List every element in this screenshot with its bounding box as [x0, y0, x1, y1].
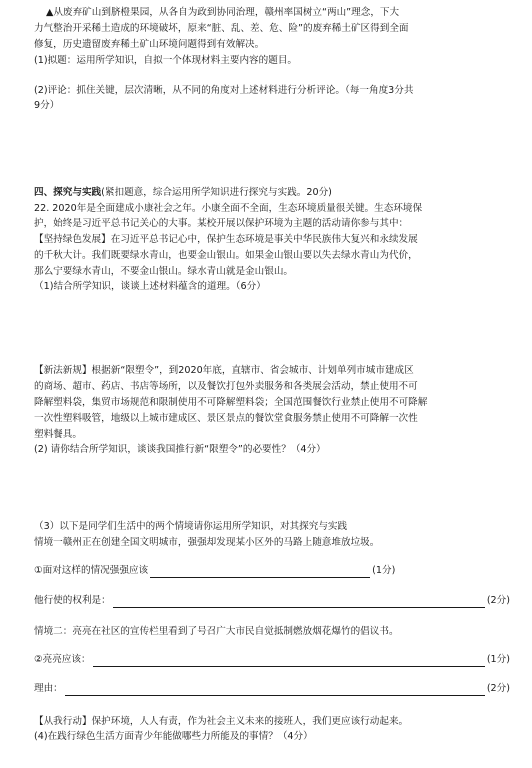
scenario-1: 情境一赣州正在创建全国文明城市，强强却发现某小区外的马路上随意堆放垃圾。	[34, 537, 380, 548]
answer-row-2	[34, 594, 510, 608]
new-rules-line: 【新法新规】根据新“限塑令”，到2020年底，直辖市、省会城市、计划单列市城市建成区	[34, 365, 414, 376]
question-3-intro: （3）以下是同学们生活中的两个情境请你运用所学知识，对其探究与实践	[34, 521, 348, 532]
new-rules-line: 一次性塑料吸管，地级以上城市建成区、景区景点的餐饮堂食服务禁止使用不可降解一次性	[34, 413, 418, 424]
points-label: (1分)	[372, 565, 396, 576]
answer-label: 他行使的权利是：	[34, 595, 111, 606]
section-4-title: 四、探究与实践	[34, 187, 102, 198]
section-4-line: 的千秋大计。我们既要绿水青山，也要金山银山。如果金山银山要以失去绿水青山为代价，	[34, 250, 418, 261]
points-label: (2分)	[486, 595, 510, 606]
question-1: (1)拟题：运用所学知识，自拟一个体现材料主要内容的题目。	[34, 55, 298, 66]
answer-label: ①面对这样的情况强强应该	[34, 565, 149, 576]
new-rules-line: 的商场、超市、药店、书店等场所，以及餐饮打包外卖服务和各类展会活动，禁止使用不可	[34, 381, 418, 392]
answer-blank[interactable]	[93, 656, 485, 667]
points-label: (1分)	[486, 654, 510, 665]
section-4-heading	[34, 186, 510, 200]
question-22-2: (2) 请你结合所学知识，谈谈我国推行新“限塑令”的必要性？（4分）	[34, 444, 326, 455]
answer-label: 理由：	[34, 683, 63, 694]
question-22-4: (4)在践行绿色生活方面青少年能做哪些力所能及的事情？（4分）	[34, 731, 313, 742]
section-4-line: 【坚持绿色发展】在习近平总书记心中，保护生态环境是事关中华民族伟大复兴和永续发展	[34, 234, 418, 245]
intro-line: 力气整治开采稀土造成的环境破坏，原来“脏、乱、差、危、险”的废弃稀土矿区得到全面	[34, 23, 409, 34]
answer-label: ②亮亮应该：	[34, 654, 91, 665]
answer-row-3	[34, 653, 510, 667]
scenario-2: 情境二：亮亮在社区的宣传栏里看到了号召广大市民自觉抵制燃放烟花爆竹的倡议书。	[34, 626, 399, 637]
intro-line: ▲从废弃矿山到脐橙果园，从各自为政到协同治理，赣州率国树立“两山”理念，下大	[46, 7, 400, 18]
answer-row-1	[34, 564, 510, 578]
new-rules-line: 塑料餐具。	[34, 429, 82, 440]
section-4-line: 那么宁要绿水青山，不要金山银山。绿水青山就是金山银山。	[34, 266, 294, 277]
points-label: (2分)	[486, 683, 510, 694]
new-rules-line: 降解塑料袋，集贸市场规范和限制使用不可降解塑料袋；全国范围餐饮行业禁止使用不可降解	[34, 397, 428, 408]
section-4-line: 22. 2020年是全面建成小康社会之年。小康全面不全面，生态环境质量很关键。生态环境保	[34, 203, 423, 214]
question-22-1: （1)结合所学知识，谈谈上述材料蕴含的道理。（6分）	[34, 281, 266, 292]
section-4-line: 护，始终是习近平总书记关心的大事。某校开展以保护环境为主题的活动请你参与其中：	[34, 218, 409, 229]
action-line: 【从我行动】保护环境，人人有责，作为社会主义未来的接班人，我们更应该行动起来。	[34, 716, 409, 727]
answer-row-4	[34, 682, 510, 696]
answer-blank[interactable]	[150, 567, 370, 578]
question-2-line: 9分）	[34, 100, 60, 111]
intro-line: 修复，历史遗留废弃稀土矿山环境问题得到有效解决。	[34, 39, 265, 50]
question-2-line: (2)评论：抓住关键，层次清晰，从不同的角度对上述材料进行分析评论。（每一角度3分共	[34, 85, 414, 96]
answer-blank[interactable]	[65, 685, 485, 696]
section-4-note: (紧扣题意，综合运用所学知识进行探究与实践。20分)	[101, 187, 332, 198]
answer-blank[interactable]	[113, 597, 485, 608]
